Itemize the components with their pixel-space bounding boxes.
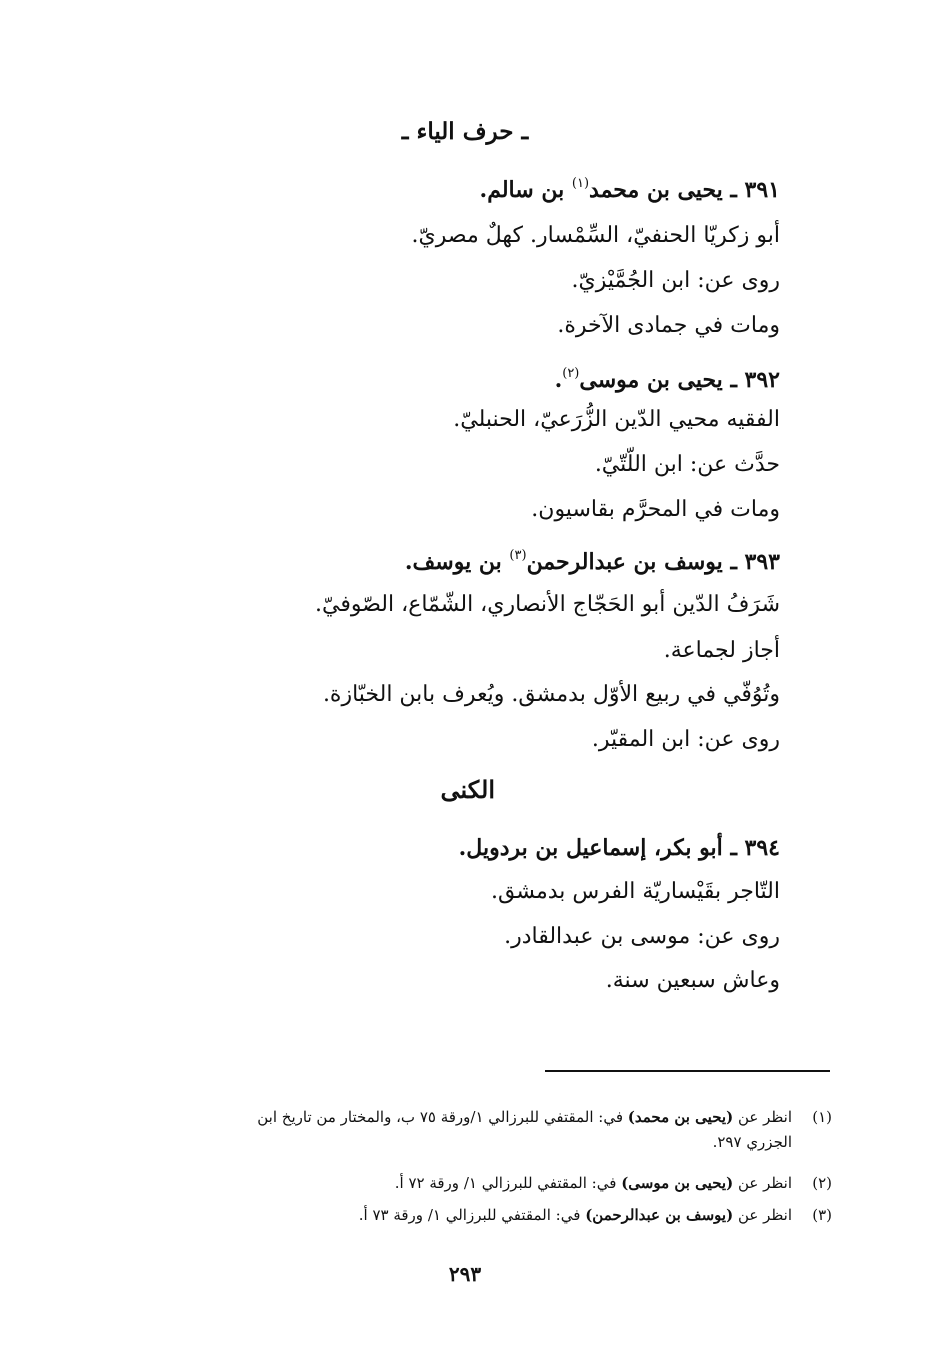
kuna-heading: الكنى xyxy=(440,775,495,804)
entry-391-line-3: ومات في جمادى الآخرة. xyxy=(557,313,780,338)
footnote-1-number: (١) xyxy=(812,1108,832,1126)
footnote-1-pre: انظر عن xyxy=(733,1108,792,1126)
footnote-ref-1: (١) xyxy=(571,175,590,191)
entry-391-head: ٣٩١ ـ يحيى بن محمد xyxy=(589,177,780,203)
footnote-ref-2: (٢) xyxy=(562,365,580,381)
footnote-3-post: في: المقتفي للبرزالي ١/ ورقة ٧٣ أ. xyxy=(358,1206,586,1224)
entry-391-tail: بن سالم. xyxy=(479,177,572,203)
entry-394-title: ٣٩٤ ـ أبو بكر، إسماعيل بن بردويل. xyxy=(458,835,780,861)
entry-393-head: ٣٩٣ ـ يوسف بن عبدالرحمن xyxy=(526,549,780,575)
footnote-2-post: في: المقتفي للبرزالي ١/ ورقة ٧٢ أ. xyxy=(394,1174,622,1192)
entry-394-line-2: روى عن: موسى بن عبدالقادر. xyxy=(504,924,780,949)
footnote-3-pre: انظر عن xyxy=(733,1206,792,1224)
footnote-1-bold: (يحيى بن محمد) xyxy=(627,1108,734,1126)
footnote-1-post: في: المقتفي للبرزالي ١/ورقة ٧٥ ب، والمختار من تاريخ ابن xyxy=(257,1108,628,1126)
footnote-2-pre: انظر عن xyxy=(733,1174,792,1192)
footnote-3-bold: (يوسف بن عبدالرحمن) xyxy=(585,1206,734,1224)
section-heading: ـ حرف الياء ـ xyxy=(401,118,529,145)
entry-393-line-2: أجاز لجماعة. xyxy=(663,638,780,663)
entry-391-line-2: روى عن: ابن الجُمَّيْزيّ. xyxy=(571,268,780,293)
entry-392-head: ٣٩٢ ـ يحيى بن موسى xyxy=(579,367,780,393)
entry-393-line-1: شَرَفُ الدّين أبو الحَجّاج الأنصاري، الشّمّاع، الصّوفيّ. xyxy=(315,592,780,617)
footnote-ref-3: (٣) xyxy=(509,547,527,563)
footnote-1 xyxy=(102,1105,832,1155)
entry-391-line-1: أبو زكريّا الحنفيّ، السِّمْسار. كهلٌ مصريّ. xyxy=(411,223,780,248)
entry-392-line-2: حدَّث عن: ابن اللّتّيّ. xyxy=(594,452,780,477)
entry-393-tail: بن يوسف. xyxy=(404,549,510,575)
entry-392-tail: . xyxy=(554,367,563,393)
footnote-divider xyxy=(545,1070,830,1072)
entry-392-line-3: ومات في المحرَّم بقاسيون. xyxy=(531,497,780,522)
entry-393-line-3: وتُوُفّي في ربيع الأوّل بدمشق. ويُعرف بابن الخبّازة. xyxy=(322,682,780,707)
entry-393-line-4: روى عن: ابن المقيّر. xyxy=(591,727,780,752)
entry-393-title xyxy=(405,547,780,578)
page-number: ٢٩٣ xyxy=(448,1262,482,1286)
entry-392-title xyxy=(555,365,780,396)
entry-394-line-3: وعاش سبعين سنة. xyxy=(605,968,780,993)
footnote-2-bold: (يحيى بن موسى) xyxy=(621,1174,734,1192)
entry-391-title xyxy=(480,175,780,206)
footnote-2 xyxy=(102,1171,832,1196)
footnote-2-number: (٢) xyxy=(812,1174,832,1192)
footnote-3-number: (٣) xyxy=(812,1206,832,1224)
footnote-1-continuation: الجزري ٢٩٧. xyxy=(712,1133,792,1151)
entry-394-line-1: التّاجر بقَيْساريّة الفرس بدمشق. xyxy=(491,879,780,904)
footnote-3 xyxy=(102,1203,832,1228)
entry-392-line-1: الفقيه محيي الدّين الزُّرَعيّ، الحنبليّ. xyxy=(453,407,780,432)
